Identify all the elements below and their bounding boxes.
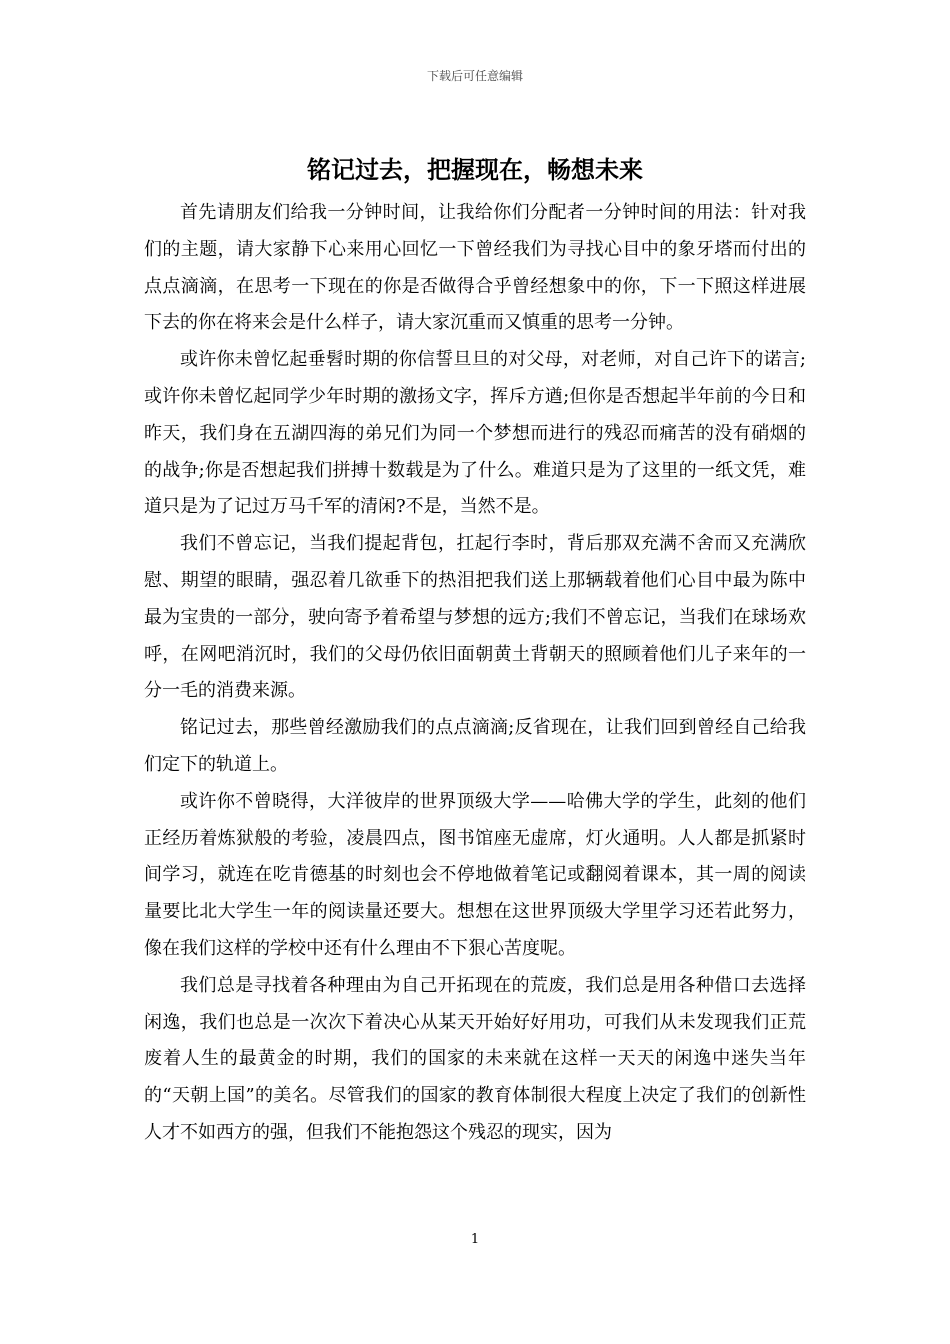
paragraph: 首先请朋友们给我一分钟时间，让我给你们分配者一分钟时间的用法：针对我们的主题，请大家静下心来用心回忆一下曾经我们为寻找心目中的象牙塔而付出的点点滴滴，在思考一下现在的你是否做得合乎曾经想象中的你，下一下照这样进展下去的你在将来会是什么样子，请大家沉重而又慎重的思考一分钟。 bbox=[144, 202, 806, 334]
paragraph: 或许你不曾晓得，大洋彼岸的世界顶级大学——哈佛大学的学生，此刻的他们正经历着炼狱般的考验，凌晨四点，图书馆座无虚席，灯火通明。人人都是抓紧时间学习，就连在吃肯德基的时刻也会不停地做着笔记或翻阅着课本，其一周的阅读量要比北大学生一年的阅读量还要大。想想在这世界顶级大学里学习还若此努力，像在我们这样的学校中还有什么理由不下狠心苦度呢。 bbox=[144, 790, 806, 959]
header-note: 下载后可任意编辑 bbox=[426, 69, 523, 83]
paragraph: 我们不曾忘记，当我们提起背包，扛起行李时，背后那双充满不舍而又充满欣慰、期望的眼睛，强忍着几欲垂下的热泪把我们送上那辆载着他们心目中最为陈中最为宝贵的一部分，驶向寄予着希望与梦想的远方;我们不曾忘记，当我们在球场欢呼，在网吧消沉时，我们的父母仍依旧面朝黄土背朝天的照顾着他们儿子来年的一分一毛的消费来源。 bbox=[144, 533, 806, 702]
page-number: 1 bbox=[470, 1232, 480, 1247]
paragraph: 或许你未曾忆起垂髫时期的你信誓旦旦的对父母，对老师，对自己许下的诺言;或许你未曾忆起同学少年时期的激扬文字，挥斥方遒;但你是否想起半年前的今日和昨天，我们身在五湖四海的弟兄们为同一个梦想而进行的残忍而痛苦的没有硝烟的的战争;你是否想起我们拼搏十数载是为了什么。难道只是为了这里的一纸文凭，难道只是为了记过万马千军的清闲?不是，当然不是。 bbox=[144, 349, 806, 518]
document-title: 铭记过去，把握现在，畅想未来 bbox=[307, 155, 643, 184]
paragraph: 铭记过去，那些曾经激励我们的点点滴滴;反省现在，让我们回到曾经自己给我们定下的轨道上。 bbox=[144, 717, 806, 775]
paragraph: 我们总是寻找着各种理由为自己开拓现在的荒废，我们总是用各种借口去选择闲逸，我们也总是一次次下着决心从某天开始好好用功，可我们从未发现我们正荒废着人生的最黄金的时期，我们的国家的未来就在这样一天天的闲逸中迷失当年的“天朝上国”的美名。尽管我们的国家的教育体制很大程度上决定了我们的创新性人才不如西方的强，但我们不能抱怨这个残忍的现实，因为 bbox=[144, 974, 806, 1143]
document-body bbox=[144, 195, 806, 1152]
